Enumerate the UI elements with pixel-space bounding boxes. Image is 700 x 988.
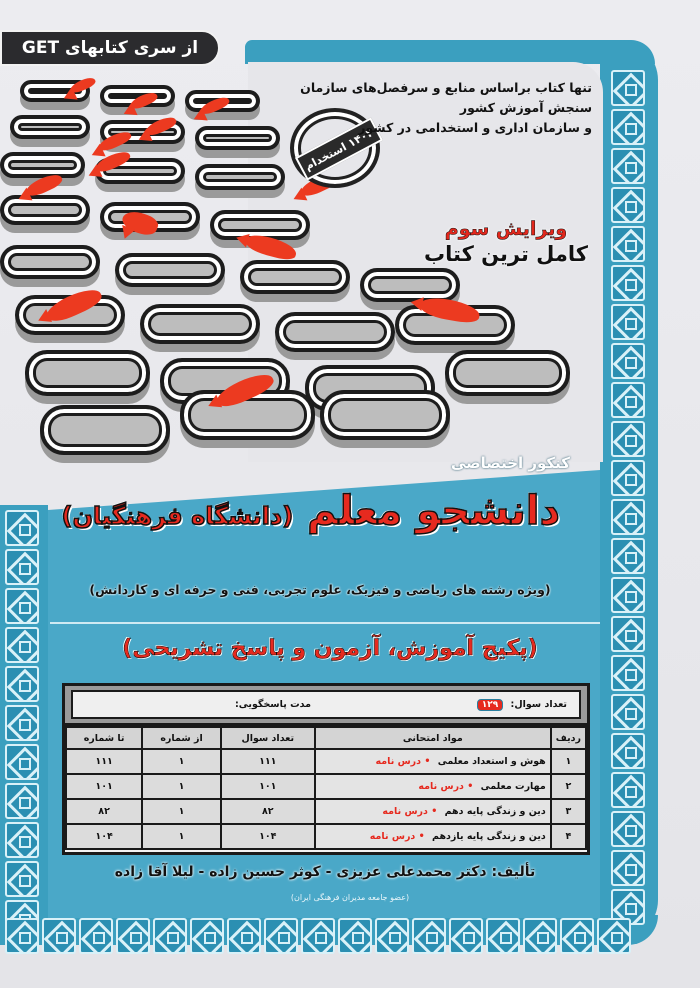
header-count: تعداد سوال — [221, 727, 315, 749]
knot-ornament-icon — [5, 918, 39, 954]
cell-subject: هوش و استعداد معلمی • درس نامه — [315, 749, 551, 774]
knot-ornament-icon — [190, 918, 224, 954]
cell-from: ۱ — [142, 774, 221, 799]
knot-ornament-icon — [611, 577, 645, 613]
knot-ornament-icon — [611, 733, 645, 769]
knot-ornament-icon — [611, 772, 645, 808]
tray-icon — [195, 126, 280, 150]
duration-label: مدت پاسخگویی: — [235, 699, 312, 710]
book-title-sub: (دانشگاه فرهنگیان) — [61, 502, 294, 530]
knot-ornament-icon — [5, 861, 39, 897]
knot-ornament-icon — [611, 343, 645, 379]
header-from: از شماره — [142, 727, 221, 749]
knot-ornament-icon — [5, 705, 39, 741]
authors: تألیف: دکتر محمدعلی عزیزی - کوثر حسین زاده - لیلا آقا زاده — [114, 864, 536, 880]
knot-ornament-icon — [611, 226, 645, 262]
knot-border-left — [5, 510, 39, 936]
header-subject: مواد امتحانی — [315, 727, 551, 749]
knot-ornament-icon — [264, 918, 298, 954]
edition-label — [424, 218, 588, 266]
table-header-row — [66, 727, 586, 749]
exam-subjects-table — [65, 726, 587, 850]
tagline-line-1: تنها کتاب براساس منابع و سرفصل‌های سازمان سنجش آموزش کشور — [300, 80, 592, 115]
cell-count: ۱۱۱ — [221, 749, 315, 774]
cell-subject: مهارت معلمی • درس نامه — [315, 774, 551, 799]
lesson-note: • درس نامه — [382, 806, 438, 817]
knot-ornament-icon — [116, 918, 150, 954]
lesson-note: • درس نامه — [375, 756, 431, 767]
knot-ornament-icon — [5, 744, 39, 780]
tray-icon — [320, 390, 450, 440]
cell-subject: دین و زندگی پایه دهم • درس نامه — [315, 799, 551, 824]
table-row — [66, 749, 586, 774]
package-subtitle: (پکیج آموزش، آزمون و پاسخ تشریحی) — [122, 636, 538, 661]
cell-from: ۱ — [142, 799, 221, 824]
knot-ornament-icon — [611, 694, 645, 730]
knot-ornament-icon — [338, 918, 372, 954]
question-count-value: ۱۲۹ — [477, 699, 503, 711]
exam-summary-row — [65, 686, 587, 726]
tray-icon — [0, 152, 85, 178]
tray-icon — [140, 304, 260, 344]
cell-from: ۱ — [142, 749, 221, 774]
edition-claim: کامل ترین کتاب — [424, 242, 588, 266]
knot-ornament-icon — [5, 549, 39, 585]
tagline-line-2: و سازمان اداری و استخدامی در کشور — [358, 120, 592, 135]
tray-icon — [360, 268, 460, 302]
knot-ornament-icon — [611, 382, 645, 418]
tray-icon — [0, 195, 90, 225]
question-count — [477, 699, 567, 711]
stamp-text: ۱۴۰۲ استخدام — [295, 117, 383, 180]
knot-ornament-icon — [227, 918, 261, 954]
tray-icon — [40, 405, 170, 455]
knot-ornament-icon — [523, 918, 557, 954]
cell-subject: دین و زندگی پایه یازدهم • درس نامه — [315, 824, 551, 849]
knot-ornament-icon — [5, 627, 39, 663]
knot-ornament-icon — [375, 918, 409, 954]
knot-border-bottom — [5, 918, 631, 954]
question-count-label: تعداد سوال: — [510, 698, 567, 710]
book-title-main: دانشجو معلم — [307, 488, 560, 534]
tray-icon — [0, 245, 100, 279]
table-row — [66, 774, 586, 799]
knot-ornament-icon — [486, 918, 520, 954]
exam-type: کنکور اختصاصی — [451, 454, 570, 472]
cell-row-number: ۱ — [551, 749, 586, 774]
knot-ornament-icon — [5, 783, 39, 819]
tray-icon — [10, 115, 90, 139]
knot-ornament-icon — [611, 187, 645, 223]
tray-icon — [275, 312, 395, 352]
knot-ornament-icon — [301, 918, 335, 954]
knot-ornament-icon — [5, 510, 39, 546]
table-row — [66, 824, 586, 849]
knot-ornament-icon — [611, 460, 645, 496]
tray-icon — [25, 350, 150, 396]
header-to: تا شماره — [66, 727, 142, 749]
knot-ornament-icon — [611, 850, 645, 886]
knot-ornament-icon — [611, 499, 645, 535]
author-affiliation: (عضو جامعه مدیران فرهنگی ایران) — [290, 893, 410, 902]
cell-to: ۸۲ — [66, 799, 142, 824]
cell-row-number: ۴ — [551, 824, 586, 849]
knot-ornament-icon — [412, 918, 446, 954]
tray-icon — [240, 260, 350, 294]
knot-ornament-icon — [611, 811, 645, 847]
cell-count: ۱۰۴ — [221, 824, 315, 849]
knot-ornament-icon — [449, 918, 483, 954]
knot-ornament-icon — [597, 918, 631, 954]
knot-border-right — [611, 70, 645, 925]
exam-table — [62, 683, 590, 855]
knot-ornament-icon — [560, 918, 594, 954]
tagline — [272, 78, 592, 138]
tray-icon — [445, 350, 570, 396]
target-fields: (ویژه رشته های ریاضی و فیزیک، علوم تجربی، فنی و حرفه ای و کاردانش) — [89, 582, 551, 597]
knot-ornament-icon — [79, 918, 113, 954]
knot-ornament-icon — [153, 918, 187, 954]
cell-count: ۸۲ — [221, 799, 315, 824]
cell-row-number: ۳ — [551, 799, 586, 824]
knot-ornament-icon — [611, 655, 645, 691]
series-banner: از سری کتابهای GET — [0, 30, 220, 66]
knot-ornament-icon — [611, 538, 645, 574]
knot-ornament-icon — [611, 70, 645, 106]
table-row — [66, 799, 586, 824]
knot-ornament-icon — [5, 822, 39, 858]
cell-row-number: ۲ — [551, 774, 586, 799]
knot-ornament-icon — [611, 109, 645, 145]
cell-to: ۱۰۴ — [66, 824, 142, 849]
knot-ornament-icon — [5, 666, 39, 702]
knot-ornament-icon — [611, 421, 645, 457]
knot-ornament-icon — [611, 304, 645, 340]
knot-ornament-icon — [42, 918, 76, 954]
cell-to: ۱۱۱ — [66, 749, 142, 774]
header-row-number: ردیف — [551, 727, 586, 749]
cell-from: ۱ — [142, 824, 221, 849]
panel-divider — [50, 622, 600, 624]
knot-ornament-icon — [611, 616, 645, 652]
knot-ornament-icon — [611, 148, 645, 184]
cell-count: ۱۰۱ — [221, 774, 315, 799]
lesson-note: • درس نامه — [418, 781, 474, 792]
book-title — [61, 488, 560, 534]
tray-icon — [195, 164, 285, 190]
knot-ornament-icon — [611, 265, 645, 301]
edition-number: ویرایش سوم — [444, 218, 568, 240]
tray-icon — [115, 253, 225, 287]
lesson-note: • درس نامه — [369, 831, 425, 842]
cell-to: ۱۰۱ — [66, 774, 142, 799]
knot-ornament-icon — [5, 588, 39, 624]
